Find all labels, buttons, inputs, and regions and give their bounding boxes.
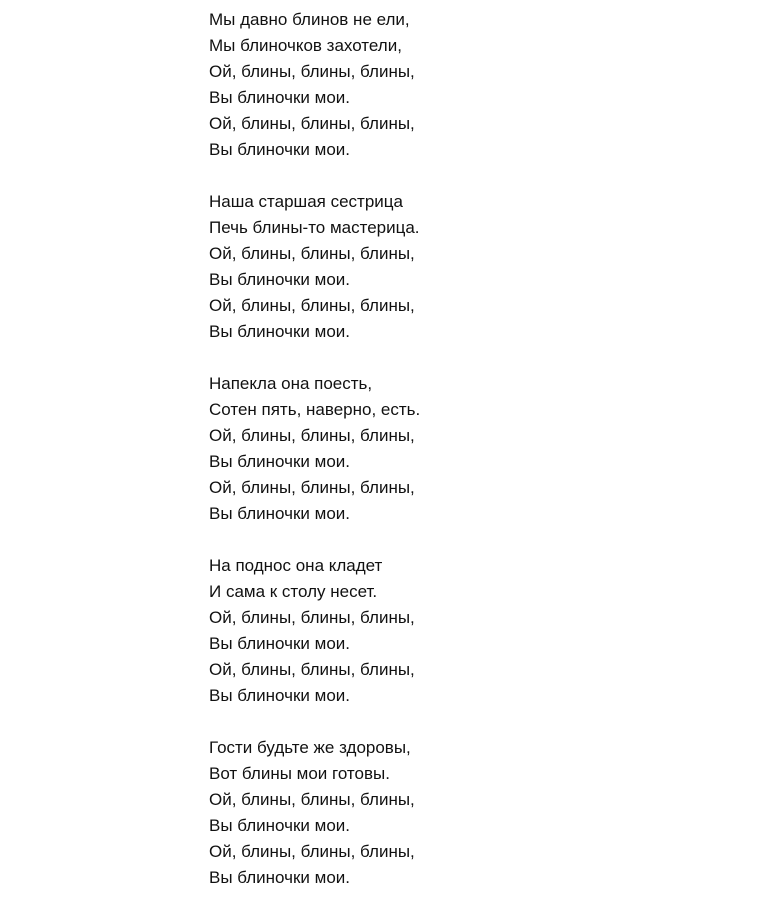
poem-line: Ой, блины, блины, блины, (209, 790, 415, 809)
stanza-5 (209, 735, 420, 891)
poem-line: И сама к столу несет. (209, 582, 378, 601)
poem-line: Вы блиночки мои. (209, 634, 351, 653)
poem-line: Ой, блины, блины, блины, (209, 842, 415, 861)
poem-line: Вы блиночки мои. (209, 452, 351, 471)
poem-line: Ой, блины, блины, блины, (209, 660, 415, 679)
stanza-4 (209, 553, 420, 709)
poem-line: Мы блиночков захотели, (209, 36, 402, 55)
poem-line: Наша старшая сестрица (209, 192, 403, 211)
poem-line: На поднос она кладет (209, 556, 383, 575)
poem-line: Ой, блины, блины, блины, (209, 244, 415, 263)
poem-line: Вот блины мои готовы. (209, 764, 390, 783)
poem-line: Вы блиночки мои. (209, 270, 351, 289)
poem-line: Ой, блины, блины, блины, (209, 608, 415, 627)
poem-line: Вы блиночки мои. (209, 504, 351, 523)
poem-line: Вы блиночки мои. (209, 140, 351, 159)
stanza-1 (209, 7, 420, 163)
poem-line: Вы блиночки мои. (209, 868, 351, 887)
stanza-2 (209, 189, 420, 345)
poem-line: Напекла она поесть, (209, 374, 373, 393)
poem-line: Вы блиночки мои. (209, 816, 351, 835)
poem-line: Ой, блины, блины, блины, (209, 426, 415, 445)
poem-line: Вы блиночки мои. (209, 322, 351, 341)
stanza-3 (209, 371, 420, 527)
poem-line: Ой, блины, блины, блины, (209, 296, 415, 315)
poem-line: Ой, блины, блины, блины, (209, 478, 415, 497)
poem-line: Ой, блины, блины, блины, (209, 114, 415, 133)
poem-line: Сотен пять, наверно, есть. (209, 400, 421, 419)
poem-line: Гости будьте же здоровы, (209, 738, 411, 757)
poem-line: Печь блины-то мастерица. (209, 218, 420, 237)
poem-line: Вы блиночки мои. (209, 88, 351, 107)
poem-line: Мы давно блинов не ели, (209, 10, 410, 29)
poem-line: Ой, блины, блины, блины, (209, 62, 415, 81)
poem-text (209, 7, 420, 891)
poem-line: Вы блиночки мои. (209, 686, 351, 705)
